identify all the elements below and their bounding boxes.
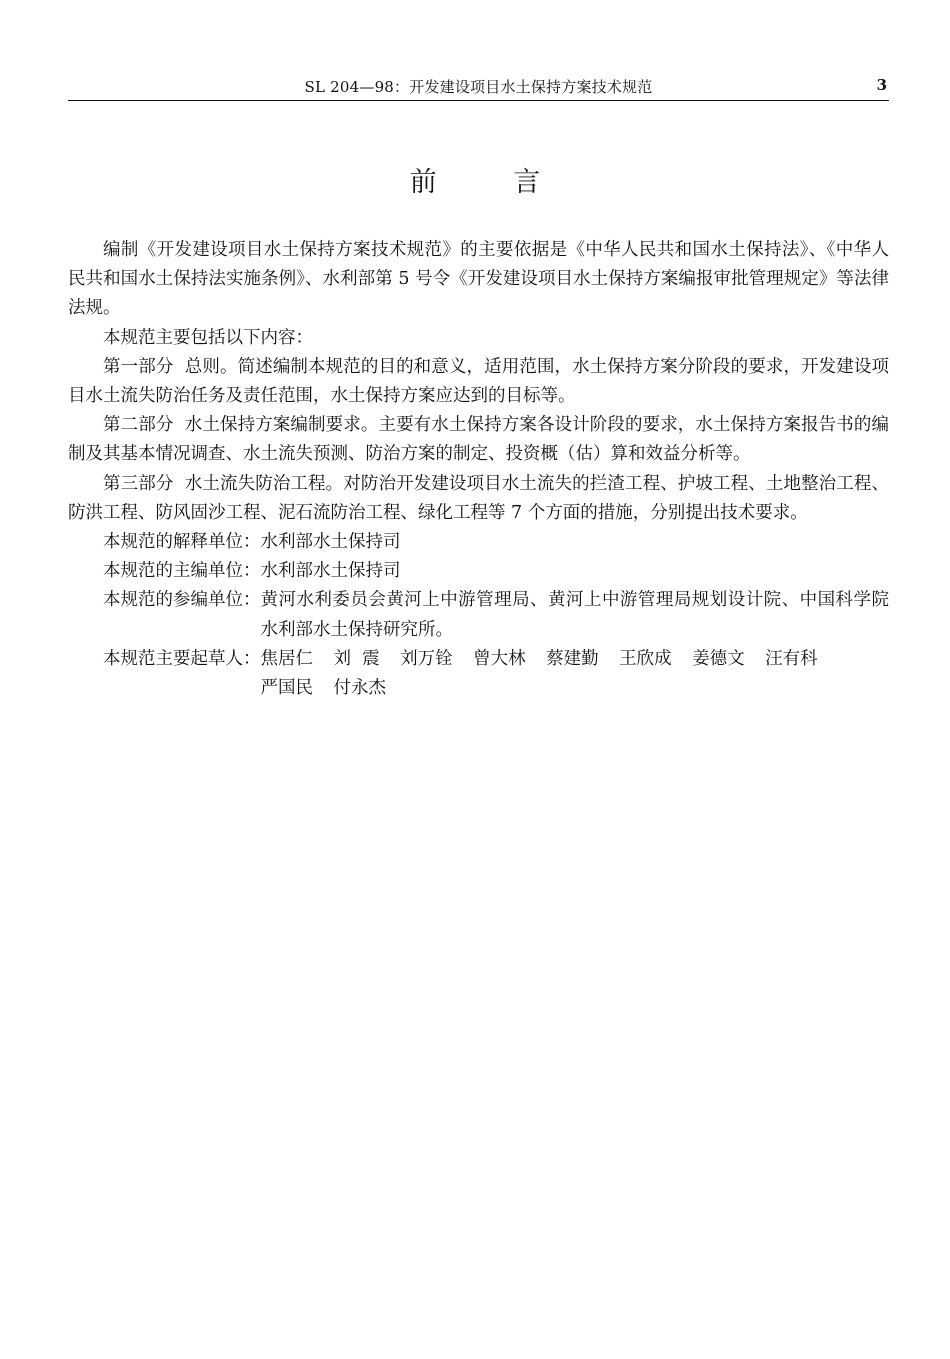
paragraph-basis: 编制《开发建设项目水土保持方案技术规范》的主要依据是《中华人民共和国水土保持法》、《中华人民共和国水土保持法实施条例》、水利部第 5 号令《开发建设项目水土保持方案编报审批管理规定》等法律法规。 [68,240,889,319]
drafter-name: 刘 震 [333,648,380,669]
paragraph-contents-intro: 本规范主要包括以下内容： [103,327,313,348]
page-number: 3 [876,76,887,94]
drafter-names [261,645,890,703]
running-header [68,72,889,101]
drafter-name: 刘万铨 [400,648,453,669]
drafter-name: 王欣成 [619,648,672,669]
body-text [68,236,889,703]
drafter-name: 曾大林 [473,648,526,669]
info-value: 黄河水利委员会黄河上中游管理局、黄河上中游管理局规划设计院、中国科学院水利部水土保持研究所。 [260,590,889,640]
drafters-label: 本规范主要起草人： [103,648,261,669]
drafter-name: 蔡建勤 [546,648,599,669]
header-title: SL 204—98：开发建设项目水土保持方案技术规范 [304,78,653,96]
info-label: 本规范的参编单位： [103,590,261,611]
info-label: 本规范的主编单位： [103,561,261,582]
drafter-name: 汪有科 [765,648,818,669]
page-title: 前 言 [409,167,575,198]
drafter-name: 严国民 [260,678,313,699]
main-drafters [68,645,889,703]
interpreting-unit [68,528,889,557]
info-value: 水利部水土保持司 [260,561,401,582]
chief-editor-unit [68,557,889,586]
info-label: 本规范的解释单位： [103,532,261,553]
drafter-name: 焦居仁 [260,648,313,669]
paragraph-part-three: 第三部分 水土流失防治工程。对防治开发建设项目水土流失的拦渣工程、护坡工程、土地整治工程、防洪工程、防风固沙工程、泥石流防治工程、绿化工程等 7 个方面的措施，分别提出技术要求。 [68,473,889,523]
drafter-name: 姜德文 [692,648,745,669]
paragraph-part-one: 第一部分 总则。简述编制本规范的目的和意义，适用范围，水土保持方案分阶段的要求，开发建设项目水土流失防治任务及责任范围，水土保持方案应达到的目标等。 [68,356,889,407]
info-value: 水利部水土保持司 [260,532,401,553]
paragraph-part-two: 第二部分 水土保持方案编制要求。主要有水土保持方案各设计阶段的要求，水土保持方案报告书的编制及其基本情况调查、水土流失预测、防治方案的制定、投资概（估）算和效益分析等。 [68,415,889,465]
participating-units [68,586,889,644]
drafter-name: 付永杰 [333,678,386,699]
